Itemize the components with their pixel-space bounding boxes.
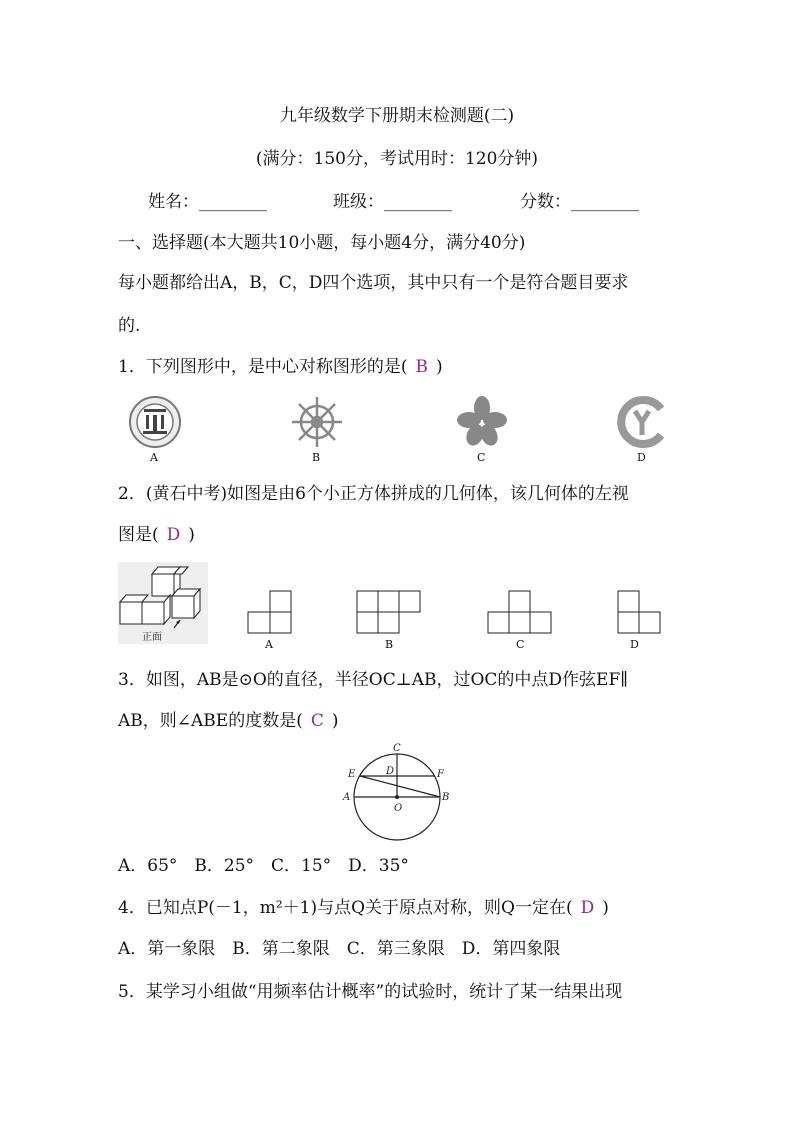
question-2-line1: 2．(黄石中考)如图是由6个小正方体拼成的几何体，该几何体的左视 [118,484,629,504]
question-1 [118,357,443,377]
question-3-options: A．65° B．25° C．15° D．35° [118,856,409,876]
option-b-label: B [312,451,321,464]
question-4-text: 4．已知点P(－1，m²＋1)与点Q关于原点对称，则Q一定在( [118,898,573,918]
label-d: D [386,766,395,777]
circle-diagram [338,740,458,846]
score-field: 分数：________ [520,192,639,212]
view-label-d: D [630,638,639,651]
question-5: 5．某学习小组做“用频率估计概率”的试验时，统计了某一结果出现 [118,982,623,1002]
question-2-close: ) [188,525,195,545]
label-a: A [343,792,351,803]
question-1-text: 1．下列图形中，是中心对称图形的是( [118,357,408,377]
question-3-line1: 3．如图，AB是⊙O的直径，半径OC⊥AB，过OC的中点D作弦EF∥ [118,670,629,690]
view-label-c: C [516,638,525,651]
answer-2: D [166,525,181,545]
question-2-text: 图是( [118,525,159,545]
page-subtitle: (满分：150分，考试用时：120分钟) [255,149,539,169]
label-b: B [442,792,450,803]
question-4-close: ) [602,898,609,918]
label-f: F [437,769,444,780]
option-c-flower-icon [455,395,509,449]
front-label: 正面 [142,632,162,643]
label-c: C [393,743,401,754]
label-e: E [348,769,356,780]
answer-1: B [415,357,428,377]
question-3-close: ) [331,711,339,731]
view-option-b [356,590,424,636]
question-3-text: AB，则∠ABE的度数是( [118,711,303,731]
section-instruction-cont: 的. [118,316,141,336]
option-a-emblem-icon [128,395,182,449]
view-option-d [617,590,663,636]
label-o: O [394,803,403,814]
cube-solid-figure [118,562,208,644]
answer-3: C [310,711,324,731]
view-option-a [247,590,293,636]
view-option-c [487,590,555,636]
question-2-line2 [118,525,195,545]
option-d-logo-icon [615,395,669,449]
option-d-label: D [637,451,646,464]
section-heading: 一、选择题(本大题共10小题，每小题4分，满分40分) [118,233,526,253]
question-1-close: ) [435,357,443,377]
option-c-label: C [477,451,486,464]
section-instruction: 每小题都给出A，B，C，D四个选项，其中只有一个是符合题目要求 [118,273,629,293]
view-label-a: A [265,638,273,651]
page-title: 九年级数学下册期末检测题(二) [279,106,515,126]
question-3-line2 [118,711,338,731]
view-label-b: B [385,638,394,651]
option-b-wheel-icon [290,395,344,449]
class-field: 班级：________ [333,192,452,212]
answer-4: D [580,898,595,918]
name-field: 姓名：________ [148,192,267,212]
question-4-options: A．第一象限 B．第二象限 C．第三象限 D．第四象限 [118,939,561,959]
option-a-label: A [150,451,158,464]
question-4 [118,898,609,918]
